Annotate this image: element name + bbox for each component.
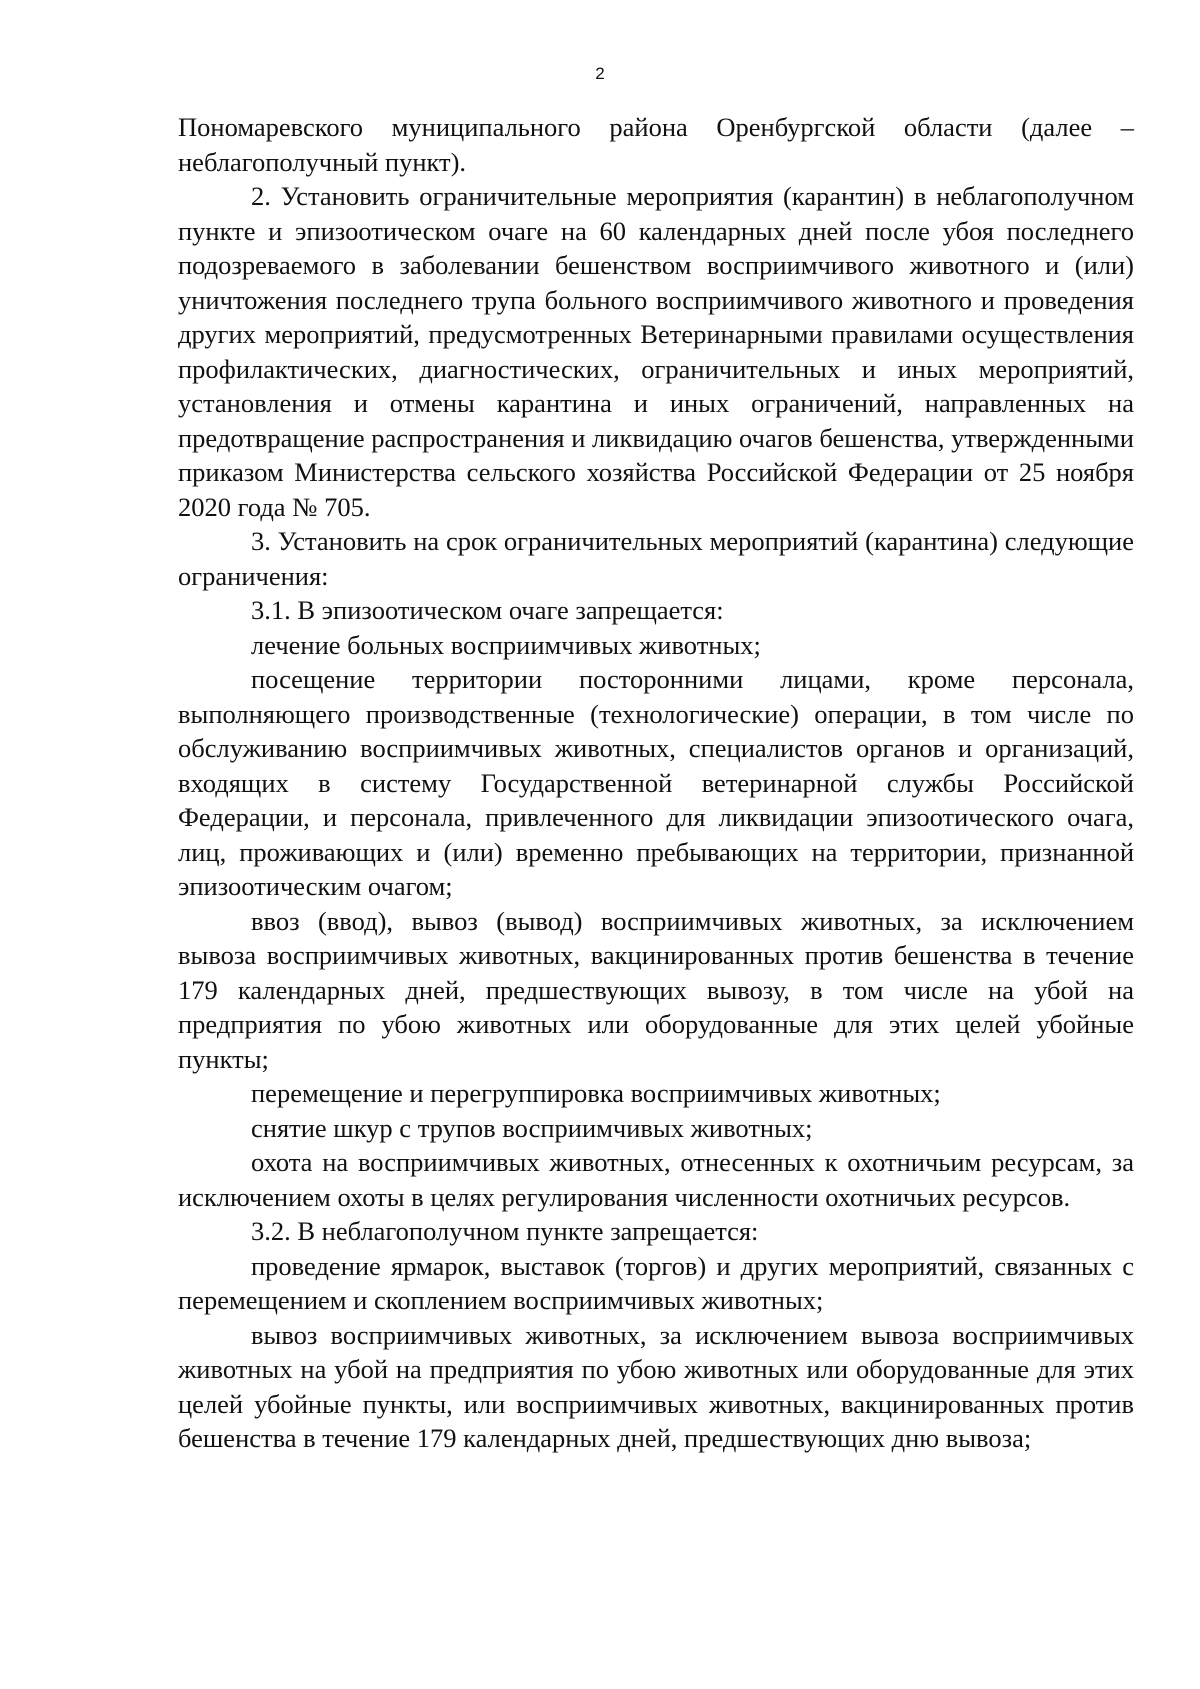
paragraph-restriction: проведение ярмарок, выставок (торгов) и других мероприятий, связанных с перемещением и скоплением восприимчивых животных;: [178, 1250, 1134, 1315]
paragraph-item-3-2: 3.2. В неблагополучном пункте запрещается:: [251, 1216, 759, 1246]
paragraph-restriction: посещение территории посторонними лицами, кроме персонала, выполняющего производственные (технологические) операции, в том числе по обслуживанию восприимчивых животных, специалистов органов и организаций, входящих в систему Государственной ветеринарной службы Российской Федерации, и персонала, привлеченного для ликвидации эпизоотического очага, лиц, проживающих и (или) временно пребывающих на территории, признанной эпизоотическим очагом;: [178, 664, 1134, 901]
paragraph-restriction: перемещение и перегруппировка восприимчивых животных;: [251, 1078, 941, 1108]
paragraph-restriction: охота на восприимчивых животных, отнесенных к охотничьим ресурсам, за исключением охоты в целях регулирования численности охотничьих ресурсов.: [178, 1147, 1134, 1212]
paragraph-restriction: ввоз (ввод), вывоз (вывод) восприимчивых животных, за исключением вывоза восприимчивых животных, вакцинированных против бешенства в течение 179 календарных дней, предшествующих вывозу, в том числе на убой на предприятия по убою животных или оборудованные для этих целей убойные пункты;: [178, 905, 1134, 1074]
paragraph-restriction: вывоз восприимчивых животных, за исключением вывоза восприимчивых животных на убой на предприятия по убою животных или оборудованные для этих целей убойные пункты, или восприимчивых животных, вакцинированных против бешенства в течение 179 календарных дней, предшествующих дню вывоза;: [178, 1319, 1134, 1453]
paragraph-restriction: лечение больных восприимчивых животных;: [251, 629, 761, 660]
paragraph-item-2: 2. Установить ограничительные мероприятия (карантин) в неблагополучном пункте и эпизоотическом очаге на 60 календарных дней после убоя последнего подозреваемого в заболевании бешенством восприимчивого животного и (или) уничтожения последнего трупа больного восприимчивого животного и проведения других мероприятий, предусмотренных Ветеринарными правилами осуществления профилактических, диагностических, ограничительных и иных мероприятий, установления и отмены карантина и иных ограничений, направленных на предотвращение распространения и ликвидацию очагов бешенства, утвержденными приказом Министерства сельского хозяйства Российской Федерации от 25 ноября 2020 года № 705.: [178, 181, 1134, 522]
document-body: [178, 110, 1134, 1456]
paragraph-item-3-1: 3.1. В эпизоотическом очаге запрещается:: [251, 595, 724, 625]
paragraph-restriction: снятие шкур с трупов восприимчивых животных;: [251, 1112, 813, 1143]
paragraph-item-3: 3. Установить на срок ограничительных мероприятий (карантина) следующие ограничения:: [178, 526, 1134, 591]
paragraph-continuation: Пономаревского муниципального района Оренбургской области (далее – неблагополучный пункт).: [178, 112, 1134, 177]
page-number: 2: [595, 64, 605, 83]
